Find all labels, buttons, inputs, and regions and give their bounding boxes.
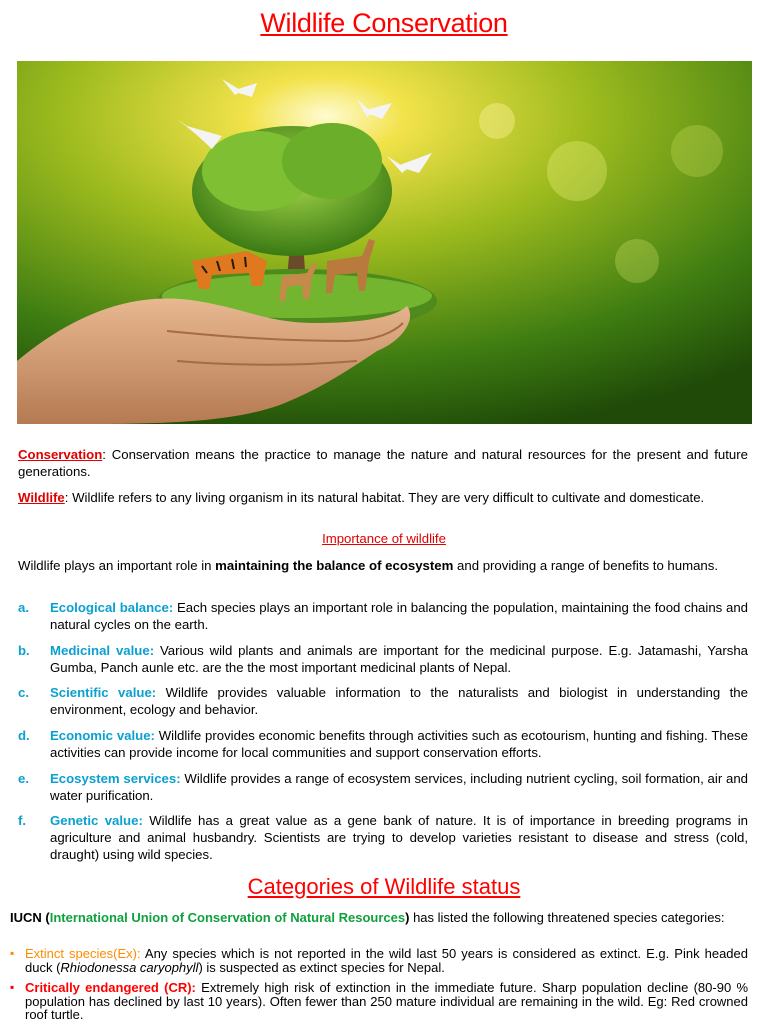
bullet-text-after: ) is suspected as extinct species for Nepal.: [198, 959, 445, 975]
bullet-text-before: Any species which is not reported in the wild last 50 years is considered as extinct. E.g. Pink headed duck (: [25, 946, 748, 975]
intro-before: Wildlife plays an important role in: [18, 558, 216, 573]
importance-item-c: [18, 684, 748, 718]
item-letter: e.: [18, 771, 29, 786]
importance-heading: Importance of wildlife: [322, 531, 446, 546]
item-text: Wildlife provides economic benefits through activities such as ecotourism, hunting and fishing. These activities can provide income for local communities and support conservation efforts.: [50, 728, 748, 760]
iucn-full-name: International Union of Conservation of Natural Resources: [49, 910, 406, 925]
bullet-extinct: [10, 947, 748, 974]
item-letter: c.: [18, 685, 29, 700]
item-term: Economic value:: [50, 728, 155, 743]
importance-item-b: [18, 642, 748, 676]
bullet-italic: Rhiodonessa caryophyll: [60, 959, 199, 975]
categories-heading: Categories of Wildlife status: [247, 874, 521, 899]
conservation-term: Conservation: [18, 447, 103, 462]
item-text: Wildlife has a great value as a gene bank of nature. It is of importance in breeding programs in agriculture and animal husbandry. Scientists are trying to develop varieties resistant to disease and stress (cold, draught) using wild species.: [50, 813, 749, 862]
item-letter: d.: [18, 728, 30, 743]
hero-image: [17, 61, 752, 424]
importance-item-f: [18, 812, 748, 863]
iucn-close: ): [405, 910, 410, 925]
item-term: Ecological balance:: [50, 600, 174, 615]
bullet-label: Extinct species(Ex):: [25, 946, 141, 961]
wildlife-term: Wildlife: [18, 490, 65, 505]
item-letter: b.: [18, 643, 30, 658]
item-term: Medicinal value:: [50, 643, 155, 658]
intro-bold: maintaining the balance of ecosystem: [215, 558, 454, 573]
importance-intro: [18, 557, 748, 574]
intro-after: and providing a range of benefits to humans.: [453, 558, 719, 573]
wildlife-text: : Wildlife refers to any living organism in its natural habitat. They are very difficult to cultivate and domesticate.: [64, 490, 705, 505]
bullet-critically-endangered: [10, 981, 748, 1022]
item-text: Wildlife provides valuable information to the naturalists and biologist in understanding the environment, ecology and behavior.: [50, 685, 748, 717]
iucn-intro: [10, 910, 748, 925]
item-text: Wildlife provides a range of ecosystem services, including nutrient cycling, soil formation, air and water purification.: [50, 771, 748, 803]
page-title: Wildlife Conservation: [260, 8, 508, 38]
item-term: Ecosystem services:: [50, 771, 181, 786]
item-term: Genetic value:: [50, 813, 143, 828]
importance-item-e: [18, 770, 748, 804]
square-bullet-icon: ▪: [10, 980, 15, 994]
item-text: Various wild plants and animals are important for the medicinal purpose. E.g. Jatamashi, Yarsha Gumba, Panch aunle etc. are the the most important medicinal plants of Nepal.: [50, 643, 749, 675]
square-bullet-icon: ▪: [10, 946, 15, 960]
item-text: Each species plays an important role in balancing the population, maintaining the food chains and natural cycles on the earth.: [50, 600, 749, 632]
iucn-lead: IUCN (: [10, 910, 50, 925]
item-letter: f.: [18, 813, 27, 828]
importance-item-a: [18, 599, 748, 633]
importance-item-d: [18, 727, 748, 761]
item-letter: a.: [18, 600, 29, 615]
definition-conservation: [18, 446, 748, 480]
iucn-rest: has listed the following threatened species categories:: [409, 910, 725, 925]
bullet-label: Critically endangered (CR):: [25, 980, 196, 995]
item-term: Scientific value:: [50, 685, 157, 700]
conservation-text: : Conservation means the practice to manage the nature and natural resources for the present and future generations.: [18, 447, 748, 479]
definition-wildlife: [18, 489, 748, 506]
bullet-text-before: Extremely high risk of extinction in the immediate future. Sharp population decline (80-90 % population has declined by last 10 years). Often fewer than 250 mature individual are remaining in the wild. Eg: Red crowned roof turtle.: [25, 980, 748, 1022]
